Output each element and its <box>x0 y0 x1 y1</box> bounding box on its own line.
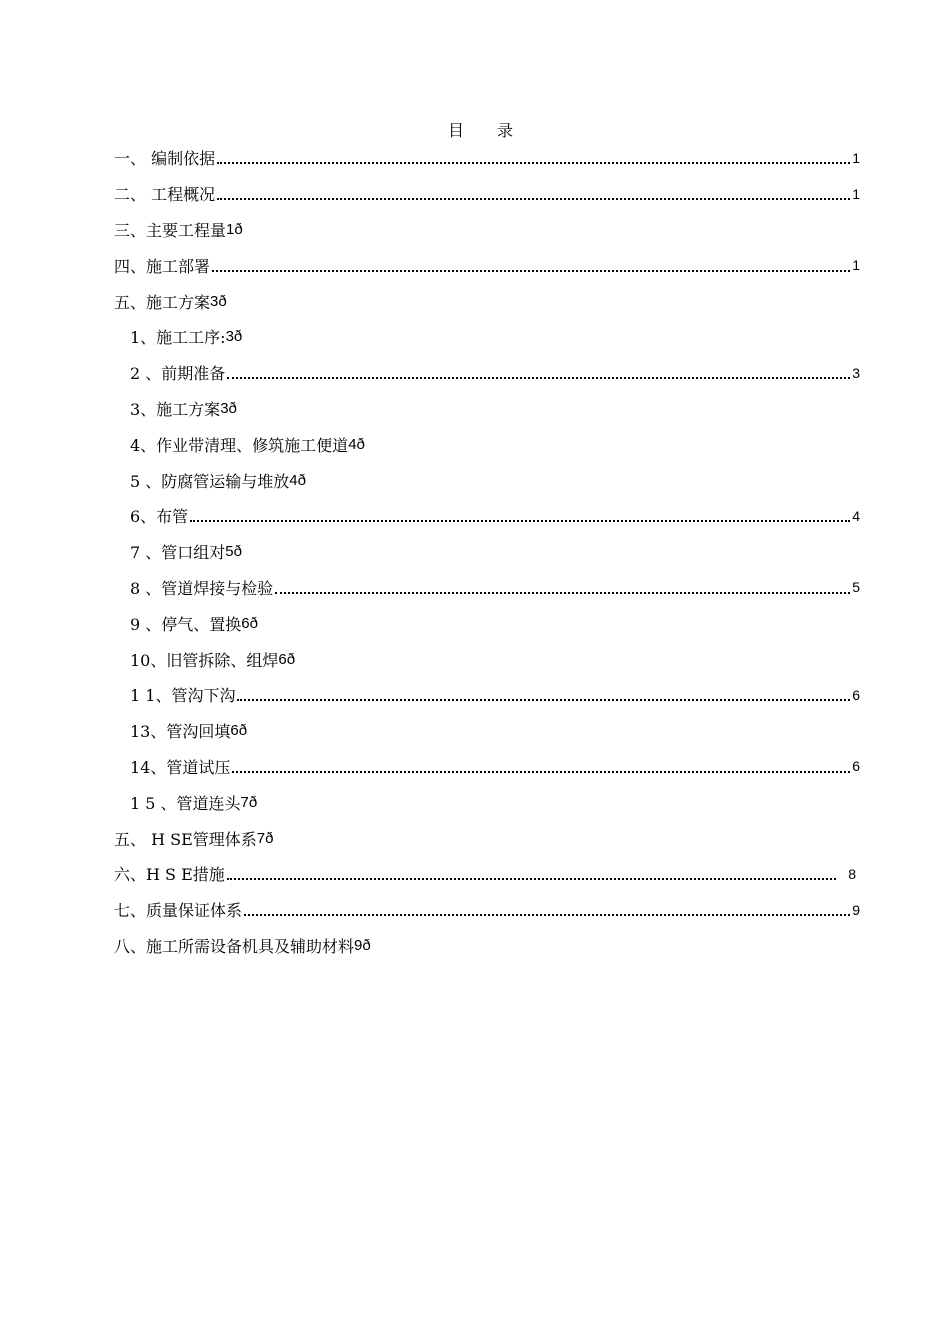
toc-entry-page-number: 6 <box>278 650 287 668</box>
toc-entry-label: 14、管道试压 <box>130 757 231 777</box>
toc-entry-page-number: 1 <box>852 185 860 202</box>
toc-entry-page-number: 4 <box>348 435 357 453</box>
toc-entry-page-number: 9 <box>852 901 860 918</box>
toc-entry-label: 七、质量保证体系 <box>114 901 243 921</box>
toc-entry-page-number: 3 <box>210 292 219 310</box>
toc-title: 目 录 <box>447 121 528 140</box>
toc-entry-suffix: ð <box>234 220 243 238</box>
toc-entry-suffix: ð <box>233 543 242 561</box>
toc-entry-label: 13、管沟回填 <box>130 722 231 742</box>
toc-dot-leader <box>227 376 850 379</box>
toc-entry-page-number: 6 <box>241 614 250 632</box>
toc-entry-page-number: 7 <box>240 793 249 811</box>
toc-entry-label: 五、 H SE管理体系 <box>114 829 257 849</box>
toc-entry-label: 8 、管道焊接与检验 <box>130 578 274 598</box>
toc-entry-page-number: 3 <box>225 328 234 346</box>
toc-entry-suffix: ð <box>218 292 227 310</box>
toc-entry-label: 一、 编制依据 <box>114 149 216 169</box>
toc-entry-page-number: 3 <box>220 399 229 417</box>
toc-dot-leader <box>217 161 850 164</box>
toc-entry-page-number: 3 <box>852 364 860 381</box>
toc-entry[interactable] <box>114 892 860 928</box>
toc-entry-label: 2 、前期准备 <box>130 364 226 384</box>
toc-entry-suffix: ð <box>286 650 296 668</box>
toc-entry-suffix: ð <box>233 328 243 346</box>
toc-entry-page-number: 1 <box>226 220 235 238</box>
toc-dot-leader <box>237 698 850 701</box>
toc-list <box>114 140 860 963</box>
toc-entry-page-number: 6 <box>852 758 860 775</box>
toc-entry[interactable] <box>114 498 860 534</box>
toc-entry-label: 1 1、管沟下沟 <box>130 686 236 706</box>
toc-entry[interactable] <box>114 140 860 176</box>
toc-entry-suffix: ð <box>362 936 371 954</box>
toc-dot-leader <box>190 519 850 522</box>
toc-entry-label: 6、布管 <box>130 507 189 527</box>
toc-entry[interactable] <box>114 426 860 462</box>
toc-entry[interactable] <box>114 176 860 212</box>
toc-entry-suffix: ð <box>248 793 258 811</box>
toc-entry-label: 四、施工部署 <box>114 256 211 276</box>
toc-dot-leader <box>227 877 836 880</box>
toc-entry-label: 10、旧管拆除、组焊 <box>130 650 279 670</box>
toc-entry-suffix: ð <box>249 614 258 632</box>
toc-entry[interactable] <box>114 462 860 498</box>
toc-entry-page-number: 5 <box>852 579 860 596</box>
toc-entry-label: 六、H S E措施 <box>114 865 225 885</box>
toc-entry-label: 八、施工所需设备机具及辅助材料 <box>114 936 355 956</box>
toc-entry-page-number: 8 <box>848 865 856 882</box>
toc-entry[interactable] <box>114 391 860 427</box>
toc-entry-page-number: 9 <box>354 936 363 954</box>
toc-entry[interactable] <box>114 355 860 391</box>
toc-entry[interactable] <box>114 641 860 677</box>
toc-entry-page-number: 4 <box>289 471 298 489</box>
toc-dot-leader <box>275 591 850 594</box>
toc-entry[interactable] <box>114 605 860 641</box>
toc-entry[interactable] <box>114 319 860 355</box>
toc-entry-page-number: 1 <box>852 149 860 166</box>
toc-entry-page-number: 7 <box>256 829 266 847</box>
toc-entry-suffix: ð <box>265 829 274 847</box>
toc-entry-label: 3、施工方案 <box>130 399 221 419</box>
toc-entry-label: 二、 工程概况 <box>114 185 216 205</box>
toc-entry-suffix: ð <box>228 399 237 417</box>
toc-dot-leader <box>244 913 850 916</box>
toc-entry[interactable] <box>114 677 860 713</box>
toc-entry-suffix: ð <box>297 471 306 489</box>
toc-entry[interactable] <box>114 928 860 964</box>
toc-entry-label: 5 、防腐管运输与堆放 <box>130 471 290 491</box>
toc-entry-page-number: 1 <box>852 257 860 274</box>
toc-entry-suffix: ð <box>238 722 248 740</box>
toc-entry[interactable] <box>114 820 860 856</box>
toc-dot-leader <box>212 269 850 272</box>
toc-entry[interactable] <box>114 784 860 820</box>
toc-entry-page-number: 6 <box>230 722 239 740</box>
toc-entry-label: 三、主要工程量 <box>114 220 227 240</box>
toc-dot-leader <box>217 197 850 200</box>
toc-entry[interactable] <box>114 283 860 319</box>
toc-entry[interactable] <box>114 749 860 785</box>
toc-entry-label: 1 5 、管道连头 <box>130 793 241 813</box>
toc-entry[interactable] <box>114 856 860 892</box>
toc-entry[interactable] <box>114 247 860 283</box>
toc-entry-label: 1、施工工序: <box>130 328 226 348</box>
toc-entry[interactable] <box>114 570 860 606</box>
toc-entry-label: 7 、管口组对 <box>130 543 226 563</box>
toc-entry-label: 9 、停气、置换 <box>130 614 242 634</box>
toc-entry[interactable] <box>114 212 860 248</box>
toc-entry-page-number: 4 <box>852 507 860 524</box>
toc-entry-page-number: 6 <box>852 686 860 703</box>
toc-entry[interactable] <box>114 534 860 570</box>
toc-entry-label: 五、施工方案 <box>114 292 211 312</box>
toc-entry[interactable] <box>114 713 860 749</box>
toc-entry-label: 4、作业带清理、修筑施工便道 <box>130 435 349 455</box>
toc-dot-leader <box>232 770 850 773</box>
toc-entry-page-number: 5 <box>225 543 234 561</box>
toc-entry-suffix: ð <box>356 435 365 453</box>
